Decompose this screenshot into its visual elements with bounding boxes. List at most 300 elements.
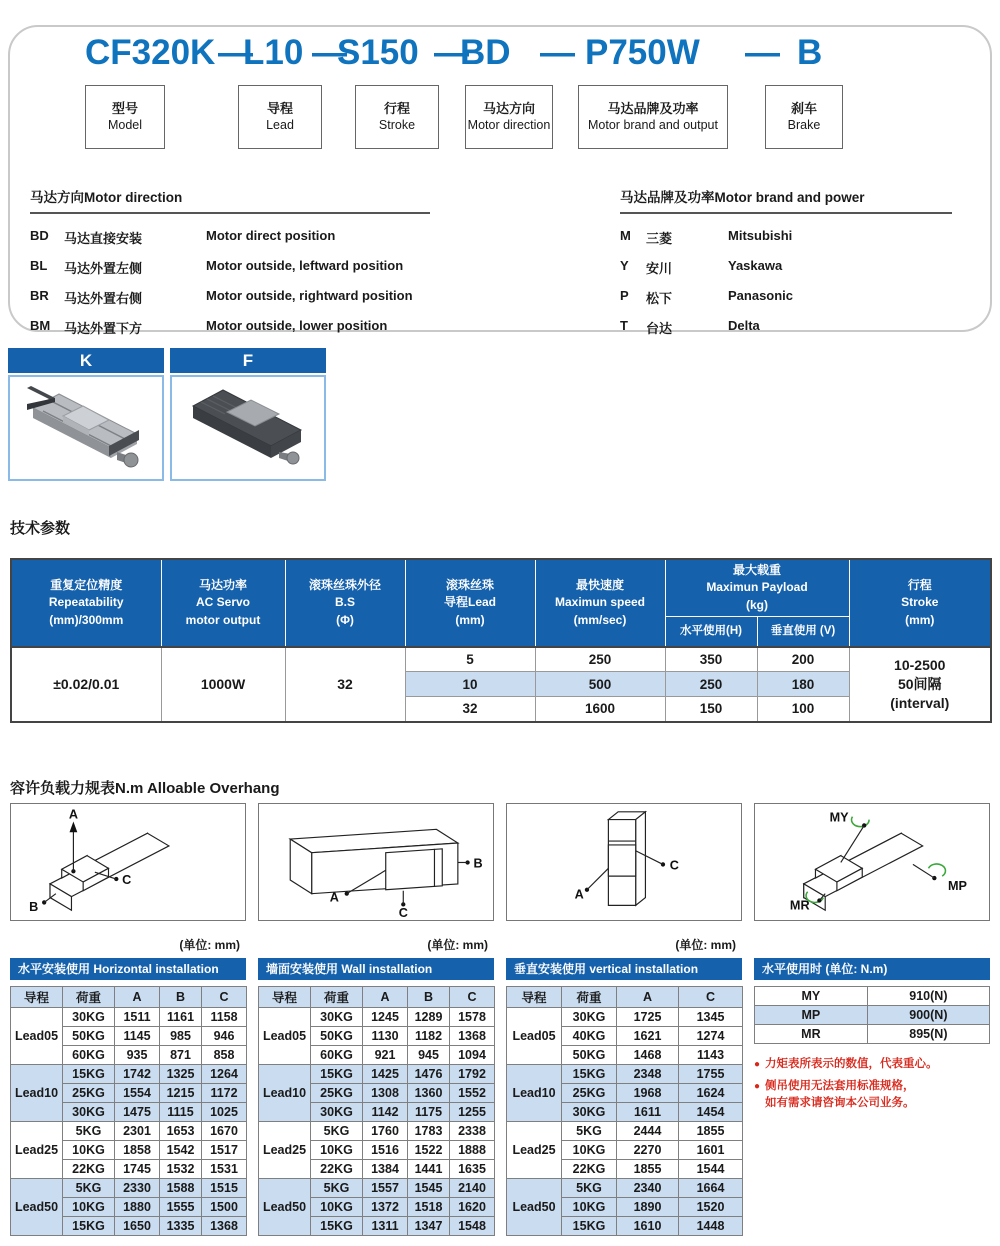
overhang-value: 1308 — [363, 1083, 408, 1102]
overhang-value: 5KG — [562, 1121, 617, 1140]
tech-payload-v: 100 — [757, 697, 849, 722]
spec-item-code: T — [620, 318, 628, 333]
spec-list-item — [620, 288, 952, 307]
overhang-value: 1621 — [617, 1026, 679, 1045]
overhang-value: 1888 — [450, 1140, 495, 1159]
overhang-value: 1368 — [202, 1216, 247, 1235]
legend-label-en: Lead — [266, 117, 294, 132]
moment-value: 900(N) — [867, 1005, 989, 1024]
overhang-value: 1372 — [363, 1197, 408, 1216]
note-bullet: ● — [754, 1058, 761, 1070]
overhang-value: 1475 — [115, 1102, 160, 1121]
tech-col-header: 滚珠丝珠外径 B.S (Φ) — [285, 559, 405, 647]
overhang-col-header: A — [363, 986, 408, 1007]
overhang-value: 1347 — [408, 1216, 450, 1235]
overhang-value: 1522 — [408, 1140, 450, 1159]
spec-item-en: Motor outside, lower position — [206, 318, 388, 333]
table-row — [11, 1121, 247, 1140]
overhang-value: 1578 — [450, 1007, 495, 1026]
overhang-value: 5KG — [311, 1178, 363, 1197]
overhang-col-vertical — [506, 803, 742, 1236]
motor-brand-heading: 马达品牌及功率Motor brand and power — [620, 186, 952, 214]
moment-code: MP — [755, 1005, 868, 1024]
overhang-value: 1531 — [202, 1159, 247, 1178]
overhang-value: 1468 — [617, 1045, 679, 1064]
table-row — [11, 1007, 247, 1026]
overhang-value: 1890 — [617, 1197, 679, 1216]
spec-item-en: Mitsubishi — [728, 228, 793, 243]
lead-group-cell: Lead50 — [259, 1178, 311, 1235]
overhang-value: 1588 — [160, 1178, 202, 1197]
diagram-moment — [754, 803, 990, 921]
model-legend-box — [765, 85, 843, 149]
overhang-value: 1335 — [160, 1216, 202, 1235]
overhang-value: 30KG — [311, 1007, 363, 1026]
spec-item-zh: 马达外置右侧 — [64, 291, 143, 306]
spec-item-zh: 松下 — [646, 291, 673, 306]
model-code-panel — [8, 25, 992, 336]
overhang-value: 15KG — [63, 1064, 115, 1083]
variant-f-label: F — [170, 348, 326, 373]
unit-label-spacer — [754, 936, 990, 952]
model-legend-box — [578, 85, 728, 149]
overhang-value: 2270 — [617, 1140, 679, 1159]
overhang-notes — [754, 1056, 990, 1113]
spec-item-zh: 马达外置下方 — [64, 321, 143, 336]
diagram4-label-mp: MP — [948, 878, 967, 893]
table-row — [755, 1005, 990, 1024]
diagram3-label-c: C — [669, 857, 679, 872]
overhang-value: 2330 — [115, 1178, 160, 1197]
overhang-value: 40KG — [562, 1026, 617, 1045]
table-row — [259, 1064, 495, 1083]
model-legend-box — [355, 85, 439, 149]
table-row — [507, 1064, 743, 1083]
overhang-value: 2140 — [450, 1178, 495, 1197]
legend-label-zh: 导程 — [266, 101, 293, 117]
spec-list-item — [30, 258, 430, 277]
spec-item-code: M — [620, 228, 631, 243]
spec-item-zh: 马达直接安装 — [64, 231, 143, 246]
tech-section-title: 技术参数 — [10, 520, 71, 537]
table-row — [755, 986, 990, 1005]
overhang-col-header: C — [450, 986, 495, 1007]
overhang-value: 1635 — [450, 1159, 495, 1178]
overhang-value: 1274 — [679, 1026, 743, 1045]
lead-group-cell: Lead10 — [11, 1064, 63, 1121]
diagram1-label-a: A — [68, 807, 78, 822]
spec-item-en: Motor direct position — [206, 228, 336, 243]
overhang-value: 1725 — [617, 1007, 679, 1026]
overhang-value: 1520 — [679, 1197, 743, 1216]
legend-label-en: Model — [107, 117, 143, 132]
overhang-value: 5KG — [562, 1178, 617, 1197]
overhang-value: 10KG — [63, 1140, 115, 1159]
note-text: 侧吊使用无法套用标准规格， 如有需求请咨询本公司业务。 — [765, 1079, 915, 1110]
legend-label-en: Motor brand and output — [588, 117, 718, 132]
model-legend-box — [238, 85, 322, 149]
motor-spec-columns — [10, 186, 990, 348]
motor-brand-list — [620, 228, 952, 337]
model-code-separator: — — [312, 33, 347, 72]
overhang-value: 60KG — [311, 1045, 363, 1064]
overhang-value: 1325 — [160, 1064, 202, 1083]
model-code-part: BD — [460, 33, 511, 72]
motor-direction-heading: 马达方向Motor direction — [30, 186, 430, 214]
overhang-value: 1142 — [363, 1102, 408, 1121]
model-code-separator: — — [745, 33, 780, 72]
lead-group-cell: Lead10 — [507, 1064, 562, 1121]
tech-lead: 5 — [405, 647, 535, 672]
overhang-value: 1289 — [408, 1007, 450, 1026]
overhang-value: 10KG — [63, 1197, 115, 1216]
diagram2-label-a: A — [329, 890, 339, 905]
overhang-value: 1448 — [679, 1216, 743, 1235]
overhang-value: 1130 — [363, 1026, 408, 1045]
tech-motor-output: 1000W — [161, 647, 285, 722]
tech-lead: 32 — [405, 697, 535, 722]
lead-group-cell: Lead05 — [11, 1007, 63, 1064]
overhang-value: 10KG — [311, 1197, 363, 1216]
spec-item-zh: 马达外置左侧 — [64, 261, 143, 276]
overhang-value: 1620 — [450, 1197, 495, 1216]
variant-k-image — [8, 375, 164, 481]
spec-item-code: BR — [30, 288, 49, 303]
overhang-value: 1792 — [450, 1064, 495, 1083]
motor-direction-list — [30, 228, 430, 337]
model-legend-box — [465, 85, 553, 149]
model-code-separator: — — [540, 33, 575, 72]
spec-item-zh: 三菱 — [646, 231, 673, 246]
model-code-separator: — — [218, 33, 253, 72]
spec-item-code: Y — [620, 258, 629, 273]
overhang-value: 1548 — [450, 1216, 495, 1235]
overhang-col-header: 荷重 — [63, 986, 115, 1007]
variant-card-k — [8, 348, 164, 481]
overhang-value: 1664 — [679, 1178, 743, 1197]
f-actuator-image — [173, 378, 323, 478]
tech-lead: 10 — [405, 672, 535, 697]
spec-item-en: Yaskawa — [728, 258, 783, 273]
overhang-value: 1264 — [202, 1064, 247, 1083]
unit-label-mm: (单位: mm) — [427, 937, 488, 952]
k-actuator-image — [11, 378, 161, 478]
diagram-horizontal-install — [10, 803, 246, 921]
overhang-value: 1855 — [679, 1121, 743, 1140]
moment-value: 895(N) — [867, 1024, 989, 1043]
overhang-value: 1145 — [115, 1026, 160, 1045]
overhang-value: 1755 — [679, 1064, 743, 1083]
overhang-col-header: 荷重 — [311, 986, 363, 1007]
overhang-value: 1161 — [160, 1007, 202, 1026]
overhang-value: 1745 — [115, 1159, 160, 1178]
overhang-table-2 — [506, 986, 743, 1236]
spec-list-item — [620, 258, 952, 277]
overhang-col-header: C — [202, 986, 247, 1007]
overhang-value: 1542 — [160, 1140, 202, 1159]
tech-subcol-header: 垂直使用 (V) — [757, 617, 849, 647]
overhang-value: 1610 — [617, 1216, 679, 1235]
overhang-value: 1143 — [679, 1045, 743, 1064]
lead-group-cell: Lead25 — [11, 1121, 63, 1178]
overhang-value: 1518 — [408, 1197, 450, 1216]
model-code-part: P750W — [585, 33, 700, 72]
diagram3-label-a: A — [574, 887, 584, 902]
overhang-table-1 — [258, 986, 495, 1236]
overhang-value: 30KG — [63, 1102, 115, 1121]
overhang-value: 25KG — [311, 1083, 363, 1102]
model-code-legend — [10, 85, 990, 151]
overhang-value: 1255 — [450, 1102, 495, 1121]
overhang-value: 1611 — [617, 1102, 679, 1121]
spec-item-code: P — [620, 288, 629, 303]
overhang-value: 1215 — [160, 1083, 202, 1102]
overhang-value: 1742 — [115, 1064, 160, 1083]
overhang-col-header: A — [617, 986, 679, 1007]
overhang-value: 946 — [202, 1026, 247, 1045]
lead-group-cell: Lead25 — [507, 1121, 562, 1178]
overhang-value: 1360 — [408, 1083, 450, 1102]
tech-col-header: 重复定位精度 Repeatability (mm)/300mm — [11, 559, 161, 647]
overhang-value: 1653 — [160, 1121, 202, 1140]
diagram4-label-mr: MR — [789, 897, 810, 912]
diagram1-label-c: C — [122, 872, 132, 887]
table-row — [507, 1007, 743, 1026]
legend-label-zh: 型号 — [111, 101, 138, 117]
tech-payload-h: 150 — [665, 697, 757, 722]
overhang-value: 1500 — [202, 1197, 247, 1216]
tech-payload-v: 200 — [757, 647, 849, 672]
legend-label-zh: 刹车 — [790, 101, 817, 117]
overhang-value: 22KG — [311, 1159, 363, 1178]
tech-bs-diameter: 32 — [285, 647, 405, 722]
table-row — [11, 1178, 247, 1197]
moment-code: MY — [755, 986, 868, 1005]
legend-label-en: Motor direction — [467, 117, 551, 132]
overhang-value: 1425 — [363, 1064, 408, 1083]
legend-label-zh: 行程 — [383, 101, 410, 117]
moment-code: MR — [755, 1024, 868, 1043]
legend-label-en: Brake — [787, 117, 821, 132]
overhang-value: 1601 — [679, 1140, 743, 1159]
overhang-col-header: 荷重 — [562, 986, 617, 1007]
overhang-value: 10KG — [311, 1140, 363, 1159]
table-row — [259, 1121, 495, 1140]
overhang-value: 1368 — [450, 1026, 495, 1045]
diagram1-label-b: B — [29, 899, 39, 914]
overhang-value: 15KG — [311, 1216, 363, 1235]
overhang-col-header: 导程 — [507, 986, 562, 1007]
overhang-col-header: B — [408, 986, 450, 1007]
tech-payload-h: 350 — [665, 647, 757, 672]
tech-payload-v: 180 — [757, 672, 849, 697]
unit-label-mm: (单位: mm) — [675, 937, 736, 952]
overhang-col-header: C — [679, 986, 743, 1007]
overhang-value: 15KG — [562, 1216, 617, 1235]
spec-list-item — [620, 318, 952, 337]
overhang-value: 60KG — [63, 1045, 115, 1064]
overhang-value: 935 — [115, 1045, 160, 1064]
model-code-part: L10 — [243, 33, 304, 72]
motor-brand-section — [620, 186, 952, 348]
spec-list-item — [30, 318, 430, 337]
overhang-value: 22KG — [562, 1159, 617, 1178]
model-code — [10, 33, 990, 79]
tech-stroke: 10-2500 50间隔 (interval) — [849, 647, 991, 722]
overhang-value: 1554 — [115, 1083, 160, 1102]
model-code-part: CF320K — [85, 33, 216, 72]
model-code-part: S150 — [337, 33, 419, 72]
spec-item-en: Panasonic — [728, 288, 794, 303]
spec-item-code: BL — [30, 258, 48, 273]
diagram2-label-b: B — [473, 856, 483, 871]
overhang-value: 1158 — [202, 1007, 247, 1026]
tech-repeatability: ±0.02/0.01 — [11, 647, 161, 722]
overhang-col-wall — [258, 803, 494, 1236]
horizontal-table-title: 水平安装使用 Horizontal installation — [10, 958, 246, 980]
overhang-section-title: 容许负载力规表N.m Alloable Overhang — [10, 779, 280, 797]
variant-cards — [8, 348, 1000, 481]
overhang-value: 30KG — [562, 1102, 617, 1121]
tech-table — [10, 558, 992, 723]
overhang-value: 22KG — [63, 1159, 115, 1178]
table-row — [259, 1178, 495, 1197]
overhang-value: 1175 — [408, 1102, 450, 1121]
variant-k-label: K — [8, 348, 164, 373]
overhang-value: 921 — [363, 1045, 408, 1064]
motor-direction-section — [30, 186, 430, 348]
overhang-value: 15KG — [63, 1216, 115, 1235]
overhang-value: 1670 — [202, 1121, 247, 1140]
moment-table-title: 水平使用时 (单位: N.m) — [754, 958, 990, 980]
tech-col-header: 最大载重 Maximun Payload (kg) — [665, 559, 849, 617]
overhang-value: 945 — [408, 1045, 450, 1064]
overhang-value: 30KG — [311, 1102, 363, 1121]
overhang-value: 1624 — [679, 1083, 743, 1102]
moment-table — [754, 986, 990, 1044]
overhang-value: 1968 — [617, 1083, 679, 1102]
overhang-value: 15KG — [311, 1064, 363, 1083]
lead-group-cell: Lead10 — [259, 1064, 311, 1121]
overhang-value: 1172 — [202, 1083, 247, 1102]
wall-table-title: 墙面安装使用 Wall installation — [258, 958, 494, 980]
overhang-value: 858 — [202, 1045, 247, 1064]
overhang-col-header: B — [160, 986, 202, 1007]
diagram4-label-my: MY — [829, 810, 849, 825]
diagram-vertical-install — [506, 803, 742, 921]
overhang-value: 1245 — [363, 1007, 408, 1026]
overhang-value: 1760 — [363, 1121, 408, 1140]
spec-item-en: Delta — [728, 318, 760, 333]
overhang-value: 1552 — [450, 1083, 495, 1102]
tech-col-header: 马达功率 AC Servo motor output — [161, 559, 285, 647]
note-text: 力矩表所表示的数值，代表重心。 — [765, 1057, 938, 1070]
overhang-value: 1544 — [679, 1159, 743, 1178]
overhang-value: 1880 — [115, 1197, 160, 1216]
model-code-part: B — [797, 33, 823, 72]
overhang-value: 1858 — [115, 1140, 160, 1159]
overhang-value: 25KG — [63, 1083, 115, 1102]
note-item — [754, 1078, 990, 1113]
overhang-value: 1094 — [450, 1045, 495, 1064]
overhang-col-moment — [754, 803, 990, 1236]
diagram-wall-install — [258, 803, 494, 921]
spec-item-zh: 安川 — [646, 261, 673, 276]
overhang-value: 1515 — [202, 1178, 247, 1197]
overhang-value: 1311 — [363, 1216, 408, 1235]
overhang-value: 1532 — [160, 1159, 202, 1178]
tech-subcol-header: 水平使用(H) — [665, 617, 757, 647]
overhang-value: 1855 — [617, 1159, 679, 1178]
spec-item-code: BM — [30, 318, 51, 333]
note-bullet: ● — [754, 1080, 761, 1092]
overhang-value: 1476 — [408, 1064, 450, 1083]
tech-col-header: 滚珠丝珠 导程Lead (mm) — [405, 559, 535, 647]
overhang-value: 5KG — [63, 1121, 115, 1140]
overhang-value: 50KG — [63, 1026, 115, 1045]
overhang-value: 5KG — [63, 1178, 115, 1197]
overhang-value: 1441 — [408, 1159, 450, 1178]
overhang-value: 1115 — [160, 1102, 202, 1121]
legend-label-en: Stroke — [378, 117, 416, 132]
lead-group-cell: Lead05 — [507, 1007, 562, 1064]
overhang-value: 25KG — [562, 1083, 617, 1102]
spec-list-item — [620, 228, 952, 247]
lead-group-cell: Lead05 — [259, 1007, 311, 1064]
overhang-col-header: 导程 — [259, 986, 311, 1007]
lead-group-cell: Lead50 — [11, 1178, 63, 1235]
tech-col-header: 最快速度 Maximun speed (mm/sec) — [535, 559, 665, 647]
spec-item-zh: 台达 — [646, 321, 673, 336]
overhang-col-header: 导程 — [11, 986, 63, 1007]
table-row — [259, 1007, 495, 1026]
legend-label-zh: 马达方向 — [482, 101, 535, 117]
overhang-value: 1650 — [115, 1216, 160, 1235]
legend-label-zh: 马达品牌及功率 — [607, 101, 699, 117]
overhang-grid — [10, 803, 990, 1236]
unit-label-mm: (单位: mm) — [179, 937, 240, 952]
moment-value: 910(N) — [867, 986, 989, 1005]
overhang-value: 2444 — [617, 1121, 679, 1140]
overhang-value: 2340 — [617, 1178, 679, 1197]
variant-card-f — [170, 348, 326, 481]
overhang-value: 1517 — [202, 1140, 247, 1159]
overhang-value: 10KG — [562, 1197, 617, 1216]
table-row — [755, 1024, 990, 1043]
vertical-table-title: 垂直安装使用 vertical installation — [506, 958, 742, 980]
tech-speed: 500 — [535, 672, 665, 697]
overhang-value: 30KG — [63, 1007, 115, 1026]
spec-item-en: Motor outside, rightward position — [206, 288, 413, 303]
tech-payload-h: 250 — [665, 672, 757, 697]
overhang-value: 1182 — [408, 1026, 450, 1045]
overhang-value: 15KG — [562, 1064, 617, 1083]
model-legend-box — [85, 85, 165, 149]
overhang-value: 1345 — [679, 1007, 743, 1026]
overhang-value: 1557 — [363, 1178, 408, 1197]
overhang-value: 985 — [160, 1026, 202, 1045]
overhang-value: 30KG — [562, 1007, 617, 1026]
overhang-value: 1454 — [679, 1102, 743, 1121]
tech-speed: 1600 — [535, 697, 665, 722]
overhang-value: 1516 — [363, 1140, 408, 1159]
overhang-value: 1783 — [408, 1121, 450, 1140]
overhang-value: 871 — [160, 1045, 202, 1064]
overhang-table-0 — [10, 986, 247, 1236]
table-row — [507, 1121, 743, 1140]
model-code-separator: — — [434, 33, 469, 72]
overhang-col-horizontal — [10, 803, 246, 1236]
